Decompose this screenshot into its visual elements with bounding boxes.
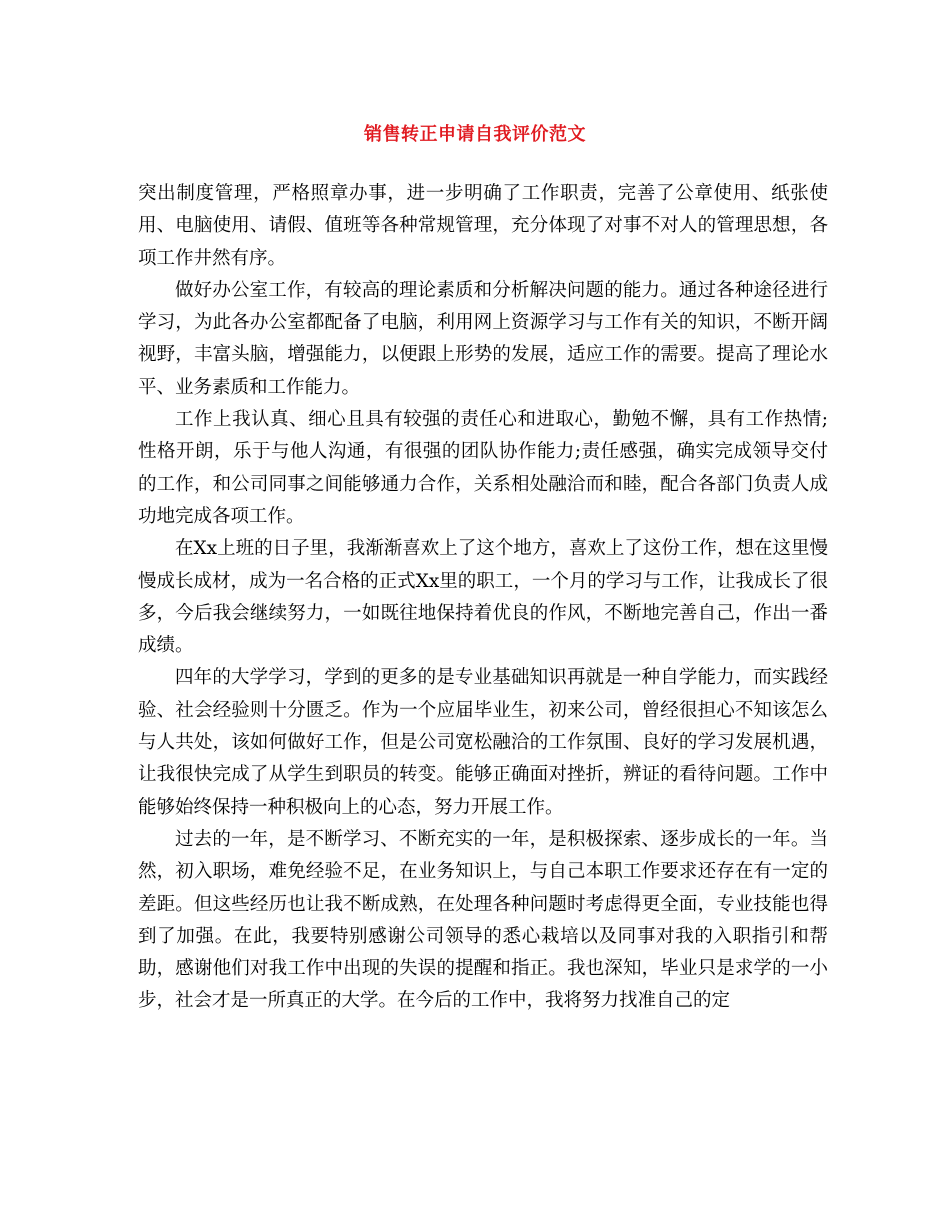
paragraph: 做好办公室工作，有较高的理论素质和分析解决问题的能力。通过各种途径进行学习，为此各办公室都配备了电脑，利用网上资源学习与工作有关的知识，不断开阔视野，丰富头脑，增强能力，以便跟上形势的发展，适应工作的需要。提高了理论水平、业务素质和工作能力。 (138, 279, 828, 398)
paragraph: 四年的大学学习，学到的更多的是专业基础知识再就是一种自学能力，而实践经验、社会经验则十分匮乏。作为一个应届毕业生，初来公司，曾经很担心不知该怎么与人共处，该如何做好工作，但是公司宽松融洽的工作氛围、良好的学习发展机遇，让我很快完成了从学生到职员的转变。能够正确面对挫折，辨证的看待问题。工作中能够始终保持一种积极向上的心态，努力开展工作。 (138, 667, 828, 818)
document-body (138, 178, 828, 1018)
paragraph: 过去的一年，是不断学习、不断充实的一年，是积极探索、逐步成长的一年。当然，初入职场，难免经验不足，在业务知识上，与自己本职工作要求还存在有一定的差距。但这些经历也让我不断成熟，在处理各种问题时考虑得更全面，专业技能也得到了加强。在此，我要特别感谢公司领导的悉心栽培以及同事对我的入职指引和帮助，感谢他们对我工作中出现的失误的提醒和指正。我也深知，毕业只是求学的一小步，社会才是一所真正的大学。在今后的工作中，我将努力找准自己的定 (138, 828, 828, 1012)
paragraph: 工作上我认真、细心且具有较强的责任心和进取心，勤勉不懈，具有工作热情;性格开朗，乐于与他人沟通，有很强的团队协作能力;责任感强，确实完成领导交付的工作，和公司同事之间能够通力合作，关系相处融洽而和睦，配合各部门负责人成功地完成各项工作。 (138, 409, 828, 527)
document-title: 销售转正申请自我评价范文 (364, 124, 586, 145)
paragraph: 在Xx上班的日子里，我渐渐喜欢上了这个地方，喜欢上了这份工作，想在这里慢慢成长成材，成为一名合格的正式Xx里的职工，一个月的学习与工作，让我成长了很多，今后我会继续努力，一如既往地保持着优良的作风，不断地完善自己，作出一番成绩。 (138, 538, 828, 657)
paragraph-continued: 突出制度管理，严格照章办事，进一步明确了工作职责，完善了公章使用、纸张使用、电脑使用、请假、值班等各种常规管理，充分体现了对事不对人的管理思想，各项工作井然有序。 (138, 183, 828, 269)
